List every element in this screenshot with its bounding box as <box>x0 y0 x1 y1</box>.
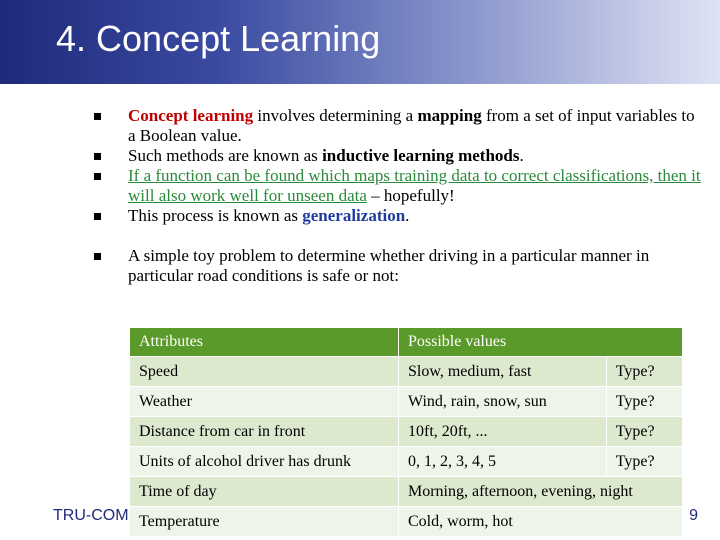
bullet-text: . <box>519 146 524 165</box>
table-row <box>130 477 683 507</box>
bullet-concept-learning <box>94 106 706 146</box>
attributes-header: Attributes <box>130 328 399 357</box>
type-cell: Type? <box>606 417 682 447</box>
attribute-cell: Speed <box>130 357 399 387</box>
table-row <box>130 507 683 537</box>
table-row <box>130 447 683 477</box>
table-row <box>130 357 683 387</box>
bullet-generalization <box>94 206 706 226</box>
bullet-list <box>94 106 706 286</box>
values-cell: Cold, worm, hot <box>398 507 682 537</box>
attribute-cell: Temperature <box>130 507 399 537</box>
type-cell: Type? <box>606 387 682 417</box>
type-cell: Type? <box>606 357 682 387</box>
bullet-function <box>94 166 706 206</box>
bullet-inductive-methods <box>94 146 706 166</box>
bullet-marker-icon <box>94 173 101 180</box>
values-cell: 10ft, 20ft, ... <box>398 417 606 447</box>
attribute-cell: Units of alcohol driver has drunk <box>130 447 399 477</box>
values-cell: Wind, rain, snow, sun <box>398 387 606 417</box>
attributes-table <box>129 327 683 537</box>
bullet-marker-icon <box>94 153 101 160</box>
attribute-cell: Weather <box>130 387 399 417</box>
concept-learning-term: Concept learning <box>128 106 254 125</box>
footer-label: TRU-COM <box>53 507 129 524</box>
slide-header <box>0 0 720 84</box>
bullet-text: Such methods are known as <box>128 146 323 165</box>
slide-title: 4. Concept Learning <box>56 18 381 59</box>
inductive-term: inductive learning methods <box>322 146 520 165</box>
attribute-cell: Time of day <box>130 477 399 507</box>
values-cell: Slow, medium, fast <box>398 357 606 387</box>
type-cell: Type? <box>606 447 682 477</box>
bullet-marker-icon <box>94 253 101 260</box>
generalization-term: generalization <box>302 206 406 225</box>
bullet-text: from a set of input variables to a Boolean value. <box>128 106 695 145</box>
values-cell: 0, 1, 2, 3, 4, 5 <box>398 447 606 477</box>
page-number: 9 <box>689 507 698 524</box>
table-row <box>130 417 683 447</box>
bullet-text: A simple toy problem to determine whether driving in a particular manner in particular road conditions is safe or not: <box>128 246 650 285</box>
bullet-text: – hopefully! <box>366 186 455 205</box>
bullet-text: . <box>405 206 410 225</box>
values-header: Possible values <box>398 328 682 357</box>
bullet-marker-icon <box>94 113 101 120</box>
bullet-text: involves determining a <box>253 106 418 125</box>
attribute-cell: Distance from car in front <box>130 417 399 447</box>
bullet-toy-problem <box>94 246 706 286</box>
table-header-row <box>130 328 683 357</box>
mapping-term: mapping <box>417 106 482 125</box>
table-row <box>130 387 683 417</box>
values-cell: Morning, afternoon, evening, night <box>398 477 682 507</box>
bullet-marker-icon <box>94 213 101 220</box>
bullet-text: This process is known as <box>128 206 303 225</box>
function-link[interactable]: If a function can be found which maps training data to correct classifications, then it will also work well for unseen data <box>128 166 701 205</box>
